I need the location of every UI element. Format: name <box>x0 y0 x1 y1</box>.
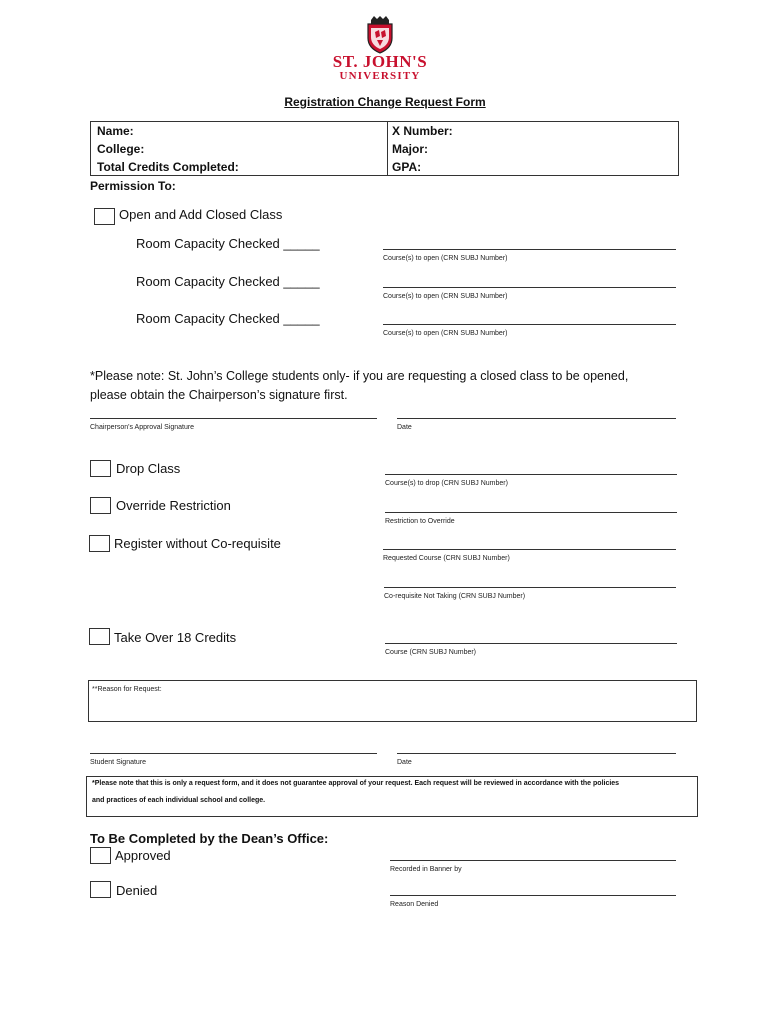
form-title: Registration Change Request Form <box>284 95 486 109</box>
drop-class-checkbox[interactable] <box>90 460 111 477</box>
drop-class-label: Drop Class <box>116 461 181 476</box>
requested-course-line[interactable] <box>383 549 676 550</box>
requested-course-caption: Requested Course (CRN SUBJ Number) <box>383 555 510 562</box>
chair-note-line2: please obtain the Chairperson’s signature first. <box>90 388 348 402</box>
approved-label: Approved <box>115 848 171 863</box>
chair-signature-line[interactable] <box>90 418 377 419</box>
drop-course-line[interactable] <box>385 474 677 475</box>
override-line[interactable] <box>385 512 677 513</box>
reason-for-request-label: **Reason for Request: <box>92 686 162 693</box>
chair-note-line1: *Please note: St. John’s College students only- if you are requesting a closed class to be opened, <box>90 369 629 383</box>
college-field-label[interactable]: College: <box>97 142 145 156</box>
student-signature-caption: Student Signature <box>90 759 147 766</box>
student-date-line[interactable] <box>397 753 676 754</box>
corequisite-label: Register without Co-requisite <box>114 536 281 551</box>
override-restriction-label: Override Restriction <box>116 498 231 513</box>
room-capacity-check-2[interactable]: Room Capacity Checked _____ <box>136 274 320 289</box>
name-field-label[interactable]: Name: <box>97 124 134 138</box>
university-name-line2: UNIVERSITY <box>339 70 421 82</box>
over-18-course-line[interactable] <box>385 643 677 644</box>
chair-signature-caption: Chairperson's Approval Signature <box>90 424 195 431</box>
disclaimer-line2: and practices of each individual school and college. <box>92 797 266 804</box>
reason-denied-caption: Reason Denied <box>390 901 439 908</box>
permission-heading: Permission To: <box>90 179 176 193</box>
drop-course-caption: Course(s) to drop (CRN SUBJ Number) <box>385 480 508 487</box>
corequisite-checkbox[interactable] <box>89 535 110 552</box>
student-signature-line[interactable] <box>90 753 377 754</box>
open-class-label: Open and Add Closed Class <box>119 207 283 222</box>
recorded-in-banner-line[interactable] <box>390 860 676 861</box>
room-capacity-check-3[interactable]: Room Capacity Checked _____ <box>136 311 320 326</box>
over-18-credits-label: Take Over 18 Credits <box>114 630 237 645</box>
denied-label: Denied <box>116 883 158 898</box>
open-class-checkbox[interactable] <box>94 208 115 225</box>
over-18-credits-checkbox[interactable] <box>89 628 110 645</box>
student-date-caption: Date <box>397 759 412 766</box>
reason-denied-line[interactable] <box>390 895 676 896</box>
corequisite-not-taking-line[interactable] <box>384 587 676 588</box>
over-18-course-caption: Course (CRN SUBJ Number) <box>385 649 477 656</box>
denied-checkbox[interactable] <box>90 881 111 898</box>
course-open-caption-2: Course(s) to open (CRN SUBJ Number) <box>383 293 508 300</box>
credits-field-label[interactable]: Total Credits Completed: <box>97 160 239 174</box>
major-field-label[interactable]: Major: <box>392 142 428 156</box>
chair-date-caption: Date <box>397 424 412 431</box>
course-open-line-3[interactable] <box>383 324 676 325</box>
gpa-field-label[interactable]: GPA: <box>392 160 422 174</box>
override-restriction-checkbox[interactable] <box>90 497 111 514</box>
course-open-line-1[interactable] <box>383 249 676 250</box>
course-open-caption-1: Course(s) to open (CRN SUBJ Number) <box>383 255 508 262</box>
dean-office-heading: To Be Completed by the Dean’s Office: <box>90 831 329 846</box>
chair-date-line[interactable] <box>397 418 676 419</box>
recorded-in-banner-caption: Recorded in Banner by <box>390 866 462 873</box>
university-name-line1: ST. JOHN'S <box>332 52 428 71</box>
info-table-divider <box>387 121 388 176</box>
override-caption: Restriction to Override <box>385 518 455 525</box>
course-open-line-2[interactable] <box>383 287 676 288</box>
course-open-caption-3: Course(s) to open (CRN SUBJ Number) <box>383 330 508 337</box>
approved-checkbox[interactable] <box>90 847 111 864</box>
room-capacity-check-1[interactable]: Room Capacity Checked _____ <box>136 236 320 251</box>
corequisite-not-taking-caption: Co-requisite Not Taking (CRN SUBJ Number) <box>384 593 526 600</box>
x-number-field-label[interactable]: X Number: <box>392 124 453 138</box>
disclaimer-line1: *Please note that this is only a request form, and it does not guarantee approval of your request. Each request will be reviewed in accordance with the policies <box>92 780 620 787</box>
reason-for-request-box[interactable] <box>88 680 697 722</box>
